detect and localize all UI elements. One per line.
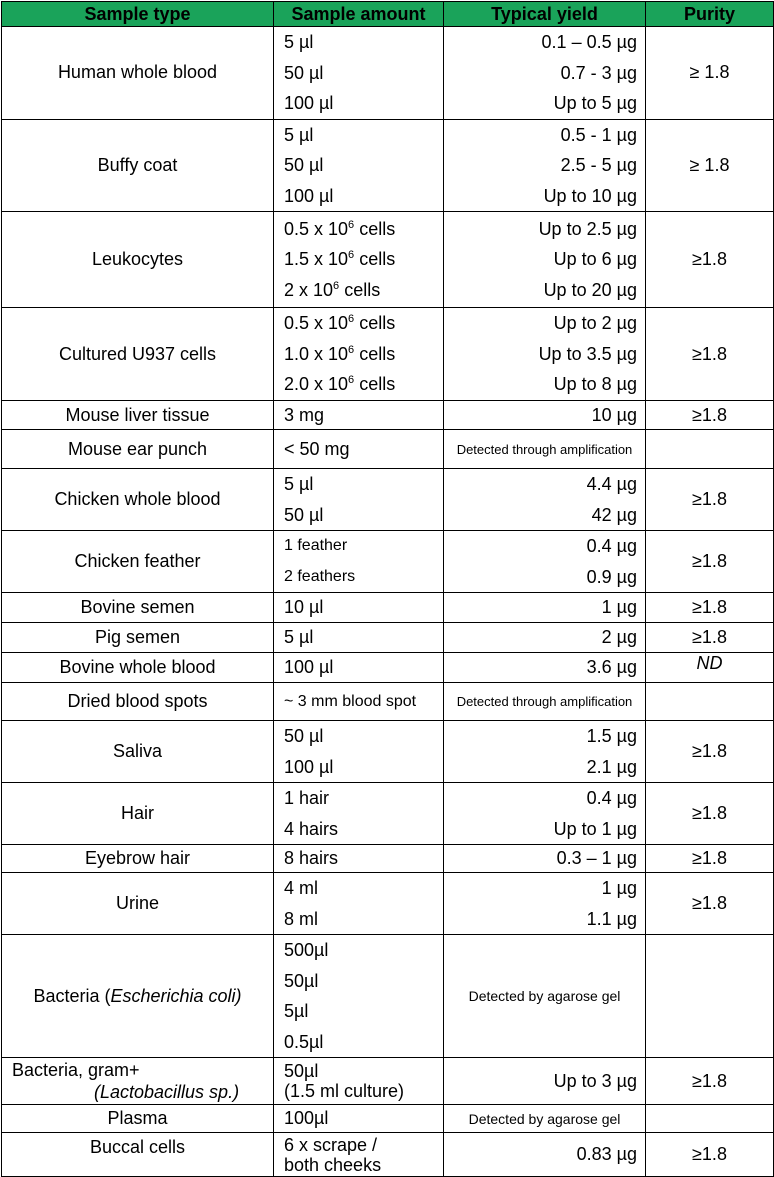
sample-type: Urine	[2, 873, 274, 935]
amount-line: 4 hairs	[284, 818, 339, 839]
purity: ≥1.8	[646, 212, 774, 308]
table-row	[2, 308, 774, 401]
typical-yield	[444, 783, 646, 845]
typical-yield: 1 µg	[444, 593, 646, 623]
header-purity: Purity	[646, 2, 774, 27]
typical-yield	[444, 469, 646, 531]
typical-yield	[444, 873, 646, 935]
sample-amount: 8 hairs	[274, 845, 444, 873]
sample-amount	[274, 119, 444, 212]
purity: ≥1.8	[646, 721, 774, 783]
typical-yield: 10 µg	[444, 401, 646, 430]
sample-amount	[274, 783, 444, 845]
amount-line: 0.5µl	[284, 1031, 324, 1052]
yield-line: 1.5 µg	[586, 726, 637, 746]
typical-yield	[444, 308, 646, 401]
yield-line: 0.4 µg	[586, 788, 637, 808]
amount-line: 50 µl	[284, 726, 324, 746]
amount-line: 50µl	[284, 970, 319, 991]
purity	[646, 683, 774, 721]
table-row	[2, 783, 774, 845]
sample-type: Bovine whole blood	[2, 653, 274, 683]
header-row	[2, 2, 774, 27]
amount-line: 0.5 x $10^6$ cells	[284, 313, 396, 334]
typical-yield: 2 µg	[444, 623, 646, 653]
typical-yield: Detected by agarose gel	[444, 1105, 646, 1133]
sample-amount	[274, 935, 444, 1058]
amount-line: 6 x scrape /	[284, 1134, 378, 1155]
amount-line: 5 µl	[284, 32, 314, 52]
yield-line: 4.4 µg	[586, 474, 637, 494]
sample-type: Mouse liver tissue	[2, 401, 274, 430]
purity: ≥1.8	[646, 308, 774, 401]
sample-amount: 10 µl	[274, 593, 444, 623]
yield-line: 1.1 µg	[586, 908, 637, 929]
yield-line: Up to 5 µg	[553, 93, 637, 113]
typical-yield	[444, 212, 646, 308]
sample-amount: < 50 mg	[274, 430, 444, 469]
typical-yield: 0.83 µg	[444, 1133, 646, 1177]
amount-line: 0.5 x $10^6$ cells	[284, 218, 396, 239]
table-row	[2, 531, 774, 593]
yield-line: 0.4 µg	[586, 536, 637, 556]
yield-table	[1, 1, 774, 1177]
purity	[646, 1105, 774, 1133]
sample-type: Plasma	[2, 1105, 274, 1133]
table-row	[2, 593, 774, 623]
header-sample-amount: Sample amount	[274, 2, 444, 27]
sample-type: Eyebrow hair	[2, 845, 274, 873]
amount-line: 4 ml	[284, 878, 319, 898]
purity: ≥ 1.8	[646, 119, 774, 212]
typical-yield	[444, 27, 646, 120]
sample-amount: 100 µl	[274, 653, 444, 683]
sample-type: Pig semen	[2, 623, 274, 653]
sample-amount: 100µl	[274, 1105, 444, 1133]
sample-amount: 3 mg	[274, 401, 444, 430]
table-row	[2, 1058, 774, 1105]
yield-line: Up to 2 µg	[553, 313, 637, 334]
purity: ≥1.8	[646, 845, 774, 873]
sample-type: Cultured U937 cells	[2, 308, 274, 401]
amount-line: 1.5 x $10^6$ cells	[284, 249, 396, 270]
sample-amount	[274, 27, 444, 120]
table-row	[2, 469, 774, 531]
header-sample-type: Sample type	[2, 2, 274, 27]
sample-type: Buffy coat	[2, 119, 274, 212]
purity: ≥1.8	[646, 783, 774, 845]
sample-amount	[274, 1133, 444, 1177]
typical-yield: Detected by agarose gel	[444, 935, 646, 1058]
table-row	[2, 212, 774, 308]
amount-line: 1 feather	[284, 537, 348, 554]
table-row	[2, 623, 774, 653]
sample-amount	[274, 531, 444, 593]
table-row	[2, 653, 774, 683]
purity: ≥1.8	[646, 873, 774, 935]
sample-type: Bacteria (Escherichia coli)	[2, 935, 274, 1058]
yield-line: Up to 3.5 µg	[538, 343, 637, 364]
typical-yield	[444, 721, 646, 783]
sample-type: Leukocytes	[2, 212, 274, 308]
amount-line: 50 µl	[284, 62, 324, 83]
yield-line: 0.7 - 3 µg	[560, 62, 637, 83]
typical-yield	[444, 119, 646, 212]
sample-amount: 5 µl	[274, 623, 444, 653]
table-row	[2, 430, 774, 469]
amount-line: 1 hair	[284, 788, 330, 808]
sample-type: Dried blood spots	[2, 683, 274, 721]
sample-type: Hair	[2, 783, 274, 845]
sample-amount	[274, 212, 444, 308]
sample-amount	[274, 469, 444, 531]
yield-line: 42 µg	[591, 504, 637, 525]
table-row	[2, 683, 774, 721]
yield-line: Up to 1 µg	[553, 818, 637, 839]
yield-line: 2.1 µg	[586, 756, 637, 777]
purity: ≥1.8	[646, 469, 774, 531]
yield-line: Up to 20 µg	[543, 279, 637, 300]
amount-line: both cheeks	[284, 1154, 382, 1175]
purity: ≥ 1.8	[646, 27, 774, 120]
table-row	[2, 119, 774, 212]
sample-amount	[274, 308, 444, 401]
table-row	[2, 1133, 774, 1177]
purity: ≥1.8	[646, 401, 774, 430]
sample-amount	[274, 1058, 444, 1105]
sample-type: Mouse ear punch	[2, 430, 274, 469]
table-row	[2, 935, 774, 1058]
purity	[646, 935, 774, 1058]
amount-line: (1.5 ml culture)	[284, 1081, 405, 1101]
purity: ≥1.8	[646, 1133, 774, 1177]
amount-line: 100 µl	[284, 93, 334, 113]
yield-line: 0.5 - 1 µg	[560, 124, 637, 145]
amount-line: 2 feathers	[284, 567, 356, 585]
typical-yield: Detected through amplification	[444, 430, 646, 469]
amount-line: 100 µl	[284, 185, 334, 206]
sample-type: Bovine semen	[2, 593, 274, 623]
table-row	[2, 401, 774, 430]
typical-yield: 3.6 µg	[444, 653, 646, 683]
purity: ≥1.8	[646, 1058, 774, 1105]
table-row	[2, 873, 774, 935]
purity: ND	[646, 653, 774, 683]
amount-line: 8 ml	[284, 908, 319, 929]
yield-line: Up to 10 µg	[543, 185, 637, 206]
header-typical-yield: Typical yield	[444, 2, 646, 27]
purity: ≥1.8	[646, 623, 774, 653]
amount-line: 5µl	[284, 1001, 309, 1021]
sample-type: Bacteria, gram+ (Lactobacillus sp.)	[2, 1058, 274, 1105]
amount-line: 5 µl	[284, 124, 314, 145]
sample-amount	[274, 721, 444, 783]
sample-type: Saliva	[2, 721, 274, 783]
sample-amount: ~ 3 mm blood spot	[274, 683, 444, 721]
typical-yield: Up to 3 µg	[444, 1058, 646, 1105]
amount-line: 2 x $10^6$ cells	[284, 279, 381, 300]
amount-line: 50 µl	[284, 155, 324, 175]
typical-yield: Detected through amplification	[444, 683, 646, 721]
table-row	[2, 845, 774, 873]
purity	[646, 430, 774, 469]
amount-line: 50 µl	[284, 504, 324, 525]
yield-line: Up to 8 µg	[553, 374, 637, 395]
typical-yield: 0.3 – 1 µg	[444, 845, 646, 873]
amount-line: 50µl	[284, 1061, 319, 1081]
typical-yield	[444, 531, 646, 593]
sample-amount	[274, 873, 444, 935]
amount-line: 500µl	[284, 940, 329, 960]
purity: ≥1.8	[646, 593, 774, 623]
yield-line: 0.9 µg	[586, 566, 637, 587]
purity: ≥1.8	[646, 531, 774, 593]
sample-type: Chicken feather	[2, 531, 274, 593]
yield-line: 0.1 – 0.5 µg	[541, 32, 637, 52]
amount-line: 2.0 x $10^6$ cells	[284, 374, 396, 395]
sample-type: Human whole blood	[2, 27, 274, 120]
amount-line: 100 µl	[284, 756, 334, 777]
sample-type: Buccal cells	[2, 1133, 274, 1177]
table-row	[2, 721, 774, 783]
yield-line: Up to 6 µg	[553, 249, 637, 270]
table-row	[2, 1105, 774, 1133]
yield-line: Up to 2.5 µg	[538, 218, 637, 239]
table-row	[2, 27, 774, 120]
amount-line: 1.0 x $10^6$ cells	[284, 343, 396, 364]
amount-line: 5 µl	[284, 474, 314, 494]
yield-line: 1 µg	[601, 878, 637, 898]
yield-line: 2.5 - 5 µg	[560, 155, 637, 175]
sample-type: Chicken whole blood	[2, 469, 274, 531]
